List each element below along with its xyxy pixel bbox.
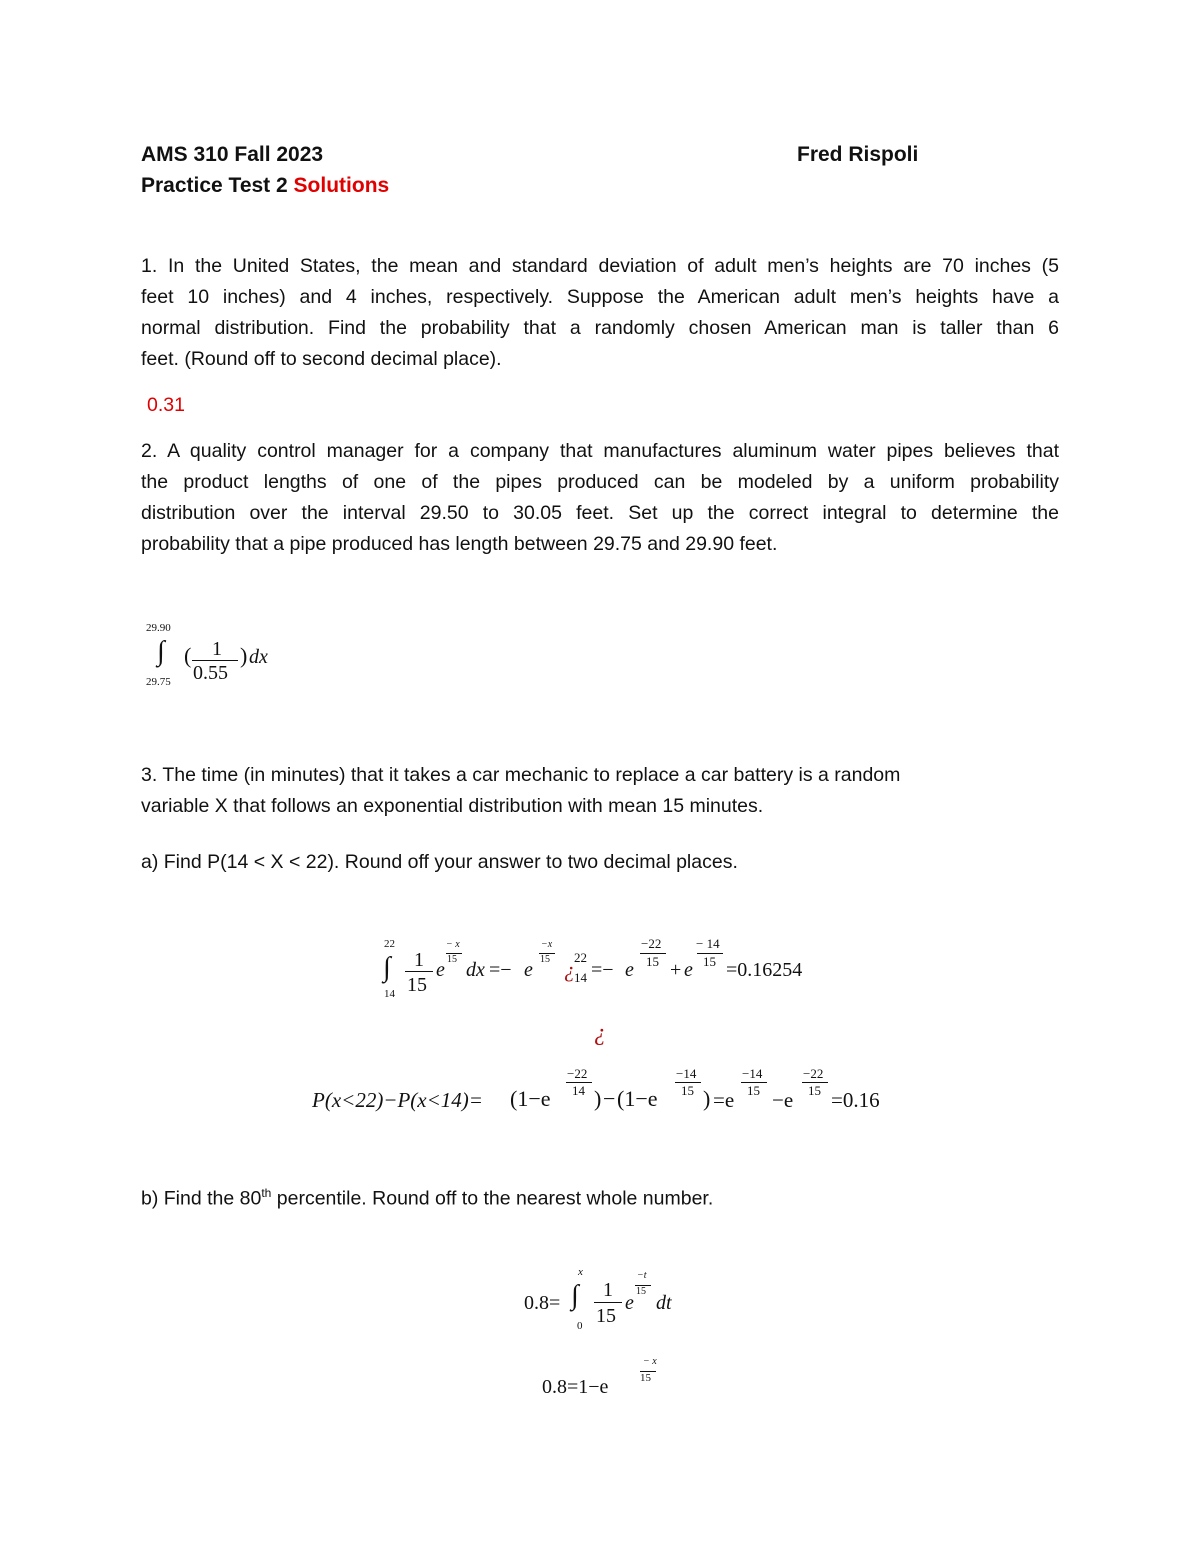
eq1-frac-bar [405, 971, 433, 972]
eq1-exp3-den: 15 [646, 954, 659, 969]
test-title [141, 174, 389, 198]
integral-lower-limit: 29.75 [146, 676, 171, 688]
question-2-line: probability that a pipe produced has length between 29.75 and 29.90 feet. [141, 533, 778, 555]
fraction-denominator: 0.55 [193, 662, 228, 684]
eq1-integral-sign: ∫ [383, 952, 391, 983]
eq4-lhs: 0.8=1−e [542, 1376, 609, 1398]
eq3-lower-limit: 0 [577, 1320, 583, 1332]
stray-glyph: ¿ [594, 1020, 606, 1046]
eq3-lhs: 0.8= [524, 1292, 561, 1314]
eq4-exp-num: − x [643, 1356, 657, 1367]
question-3b-prefix: b) Find the 80 [141, 1187, 262, 1210]
eq2-p2: (1−e [617, 1086, 658, 1111]
eq3-upper-limit: x [578, 1266, 583, 1278]
eq2-exp-a-den: 14 [572, 1083, 585, 1098]
eq1-exp3-num: −22 [641, 936, 662, 951]
eq1-lower-limit: 14 [384, 988, 395, 1000]
eq1-eq-neg2: =− [591, 959, 614, 981]
eq2-p1-close: ) [594, 1086, 602, 1111]
eq2-minus: − [603, 1086, 616, 1111]
eq3-e: e [625, 1292, 634, 1314]
eq2-exp-d-den: 15 [808, 1083, 821, 1098]
eq1-den: 15 [407, 974, 427, 996]
eq1-plus: + [670, 959, 682, 981]
test-title-text: Practice Test 2 [141, 174, 288, 197]
eq1-exp2-den: 15 [540, 954, 550, 965]
question-3-line: variable X that follows an exponential distribution with mean 15 minutes. [141, 795, 764, 817]
eq1-e: e [436, 959, 445, 981]
question-1-line: normal distribution. Find the probability that a randomly chosen American man is taller than 6 [141, 317, 1059, 339]
eq1-exp1-num: − x [446, 939, 460, 950]
eq3-den: 15 [596, 1305, 616, 1327]
eq2-exp-b-den: 15 [681, 1083, 694, 1098]
eq3-exp-den: 15 [636, 1286, 646, 1297]
course-title: AMS 310 Fall 2023 [141, 143, 324, 166]
eq2-exp-a-num: −22 [567, 1066, 588, 1081]
eq2-p2-close: ) [703, 1086, 711, 1111]
question-1-line: 1. In the United States, the mean and standard deviation of adult men’s heights are 70 inches (5 [141, 255, 1059, 277]
eq2-eq: =e [713, 1088, 735, 1112]
eq1-glyph-sup: 22 [574, 950, 587, 965]
question-1 [141, 251, 1059, 375]
integral-sign: ∫ [157, 636, 165, 667]
author-name: Fred Rispoli [797, 143, 919, 166]
answer-1: 0.31 [147, 394, 185, 416]
eq1-e3: e [625, 959, 634, 981]
eq4-exp-den: 15 [640, 1372, 651, 1384]
question-2-line: the product lengths of one of the pipes produced can be modeled by a uniform probability [141, 471, 1059, 493]
eq2-exp-b-num: −14 [676, 1066, 697, 1081]
eq1-e2: e [524, 959, 533, 981]
eq1-e4: e [684, 959, 693, 981]
solutions-label: Solutions [293, 174, 390, 197]
question-3-line: 3. The time (in minutes) that it takes a car mechanic to replace a car battery is a random [141, 764, 901, 786]
eq2-p1: (1−e [510, 1086, 551, 1111]
eq1-exp4-num: − 14 [696, 936, 720, 951]
integral-upper-limit: 29.90 [146, 622, 171, 634]
eq2-exp-d-num: −22 [803, 1066, 824, 1081]
eq2-minus2: −e [772, 1088, 794, 1112]
eq1-exp4-den: 15 [703, 954, 716, 969]
question-3b-suffix: percentile. Round off to the nearest whole number. [271, 1187, 714, 1210]
close-paren: ) [240, 643, 248, 668]
eq1-result: =0.16254 [726, 959, 803, 981]
question-2 [141, 436, 1059, 560]
eq3-num: 1 [603, 1279, 613, 1301]
eq1-eq-neg: =− [489, 959, 512, 981]
eq3-exp-num: −t [637, 1270, 647, 1281]
question-1-line: feet. (Round off to second decimal place). [141, 348, 502, 370]
eq3-frac-bar [594, 1302, 622, 1303]
eq1-exp1-den: 15 [447, 954, 457, 965]
eq3-dt: dt [656, 1292, 672, 1314]
eq1-exp2-num: −x [541, 939, 553, 950]
question-1-line: feet 10 inches) and 4 inches, respectively. Suppose the American adult men’s heights have a [141, 286, 1059, 308]
open-paren: ( [184, 643, 192, 668]
eq1-upper-limit: 22 [384, 938, 395, 950]
question-3b-sup: th [261, 1186, 272, 1200]
eq1-glyph: ¿ [564, 957, 575, 982]
question-2-line: 2. A quality control manager for a company that manufactures aluminum water pipes believes that [141, 440, 1059, 462]
fraction-numerator: 1 [212, 638, 222, 660]
eq2-result: =0.16 [831, 1088, 880, 1112]
dx-label: dx [249, 646, 268, 668]
question-2-line: distribution over the interval 29.50 to 30.05 feet. Set up the correct integral to determine the [141, 502, 1059, 524]
eq1-num: 1 [414, 949, 424, 971]
eq2-exp-c-num: −14 [742, 1066, 763, 1081]
eq3-integral-sign: ∫ [571, 1280, 579, 1311]
question-3a: a) Find P(14 < X < 22). Round off your answer to two decimal places. [141, 851, 738, 873]
eq2-exp-c-den: 15 [747, 1083, 760, 1098]
fraction-bar [192, 660, 238, 661]
eq1-dx: dx [466, 959, 485, 981]
eq2-lhs: P(x<22)−P(x<14)= [312, 1088, 483, 1112]
question-3b [141, 1178, 713, 1215]
eq1-glyph-sub: 14 [574, 970, 587, 985]
